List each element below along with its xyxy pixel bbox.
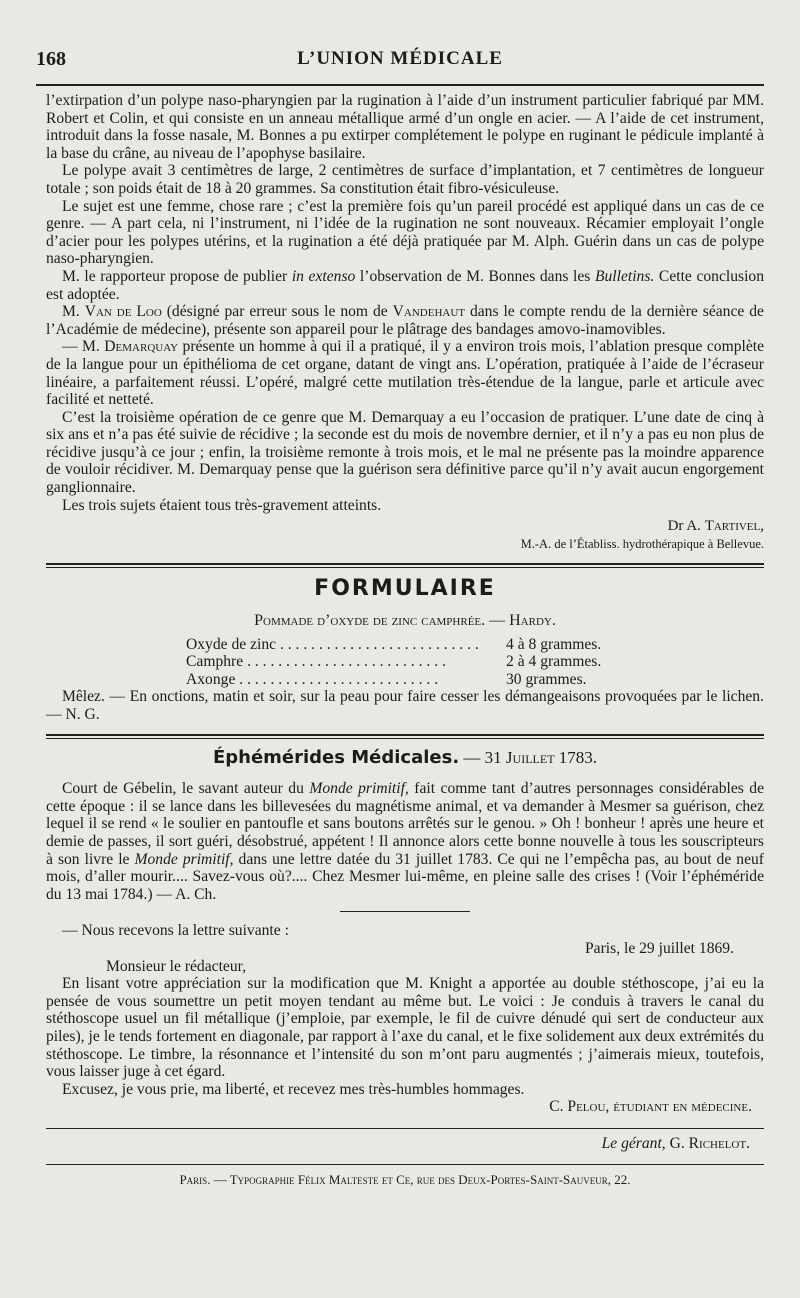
ephemerides-heading <box>46 746 764 768</box>
ingredient-row <box>186 653 646 671</box>
article-paragraph: l’extirpation d’un polype naso-pharyngien par la rugination à l’aide d’un instrument particulier fabriqué par MM. Robert et Colin, et qui consiste en un anneau métallique armé d’un ongle en acier. — A l’aide de cet instrument, introduit dans la fosse nasale, M. Bonnes a pu extirper complétement le polype en ruginant le pédicule implanté à la base du crâne, au niveau de l’apophyse basilaire. <box>46 92 764 162</box>
recipe-title: Pommade d’oxyde de zinc camphrée. — Hardy. <box>254 612 556 630</box>
article-paragraph: Le polype avait 3 centimètres de large, 2 centimètres de surface d’implantation, et 7 centimètres de longueur totale ; son poids était de 18 à 20 grammes. Sa constitution était fibro-vésiculeuse. <box>46 162 764 197</box>
text-run: Court de Gébelin, le savant auteur du <box>62 780 310 798</box>
footer-rule <box>46 1164 764 1165</box>
italic-text: Bulletins. <box>594 267 655 285</box>
signature-title: M.-A. de l’Établiss. hydrothérapique à Bellevue. <box>520 536 764 551</box>
ingredient-qty: 2 à 4 grammes. <box>498 653 646 671</box>
ephemerides-paragraph <box>46 780 764 903</box>
footer-rule <box>46 1128 764 1129</box>
text-run: — M. <box>62 338 105 356</box>
article-paragraph <box>46 303 764 338</box>
ephemerides-date: — 31 Juillet 1783. <box>463 747 598 767</box>
ingredient-list <box>186 636 646 689</box>
running-title: L’UNION MÉDICALE <box>297 48 503 69</box>
article-paragraph: Le sujet est une femme, chose rare ; c’est la première fois qu’un pareil procédé est appliqué dans un cas de ce genre. — A part cela, ni l’instrument, ni l’idée de la rugination ne sont nouveaux. Récamier employait l’ongle d’acier pour les polypes utérins, et la rugination a été déjà pratiquée par M. Alph. Guérin dans un cas de polype naso-pharyngien. <box>46 197 764 268</box>
letter-closing: Excusez, je vous prie, ma liberté, et recevez mes très-humbles hommages. <box>62 1080 525 1098</box>
letter-signature: C. Pelou, étudiant en médecine. <box>549 1098 752 1116</box>
smallcaps-name: Van de Loo <box>84 303 162 321</box>
ingredient-row <box>186 671 646 689</box>
text-run: dans le compte rendu de la dernière séance de l’Académie de médecine), présente son appareil pour le plâtrage des bandages amovo-inamovibles. <box>46 303 764 338</box>
recipe-instructions: Mêlez. — En onctions, matin et soir, sur la peau pour faire cesser les démangeaisons provoquées par le lichen. — N. G. <box>46 688 764 723</box>
text-run: (désigné par erreur sous le nom de <box>161 303 393 321</box>
text-run: Dr A. <box>667 518 705 535</box>
section-heading: FORMULAIRE <box>314 576 496 602</box>
article-signature <box>46 518 764 553</box>
italic-text: in extenso <box>291 267 356 285</box>
main-text <box>46 92 764 1189</box>
signature-name <box>46 518 764 536</box>
gerant-line <box>46 1135 764 1153</box>
italic-text: Monde primitif, <box>134 850 234 868</box>
gerant-label: Le gérant, <box>601 1134 666 1152</box>
smallcaps-name: Vandehaut <box>392 303 466 321</box>
italic-text: Monde primitif, <box>309 780 409 798</box>
text-run: fait comme tant d’autres personnages considérables de cette époque : il se lance dans les billevesées du magnétisme animal, et va demander à Mesmer sa guérison, chez lequel il se rend « le soulier en pantoufle et sans boutons arrêtés sur le genou. » Oh ! bonheur ! après une heure et demie de passes, il sort guéri, désobstrué, appétent ! Il annonce alors cette bonne nouvelle à tous les souscripteurs à son livre le <box>46 780 764 868</box>
letter-salutation: Monsieur le rédacteur, <box>106 957 247 975</box>
text-run: dans une lettre datée du 31 juillet 1783. Ce qui ne l’empêcha pas, au bout de neuf mois, d’aller mourir.... Savez-vous où?.... Chez Mesmer lui-même, en pleine salle des crises ! (Voir l’éphéméride du 13 mai 1784.) — A. Ch. <box>46 850 764 903</box>
ingredient-qty: 30 grammes. <box>498 671 646 689</box>
letter-date: Paris, le 29 juillet 1869. <box>585 939 734 957</box>
text-run: M. le rapporteur propose de publier <box>62 267 292 285</box>
page-number: 168 <box>36 48 66 70</box>
short-rule <box>340 911 470 912</box>
page-header <box>36 48 764 76</box>
article-paragraph: C’est la troisième opération de ce genre que M. Demarquay a eu l’occasion de pratiquer. L’une date de cinq à six ans et n’a pas été suivie de récidive ; la seconde est du mois de novembre dernier, et il n’y a pas eu non plus de récidive jusqu’à ce jour ; enfin, la troisième remonte à trois mois, et le mal ne présente pas la moindre apparence de vouloir récidiver. M. Demarquay pense que la guérison sera définitive parce qu’il n’y avait aucun engorgement ganglionnaire. <box>46 408 764 497</box>
printer-imprint: Paris. — Typographie Félix Malteste et Ce, rue des Deux-Portes-Saint-Sauveur, 22. <box>179 1172 631 1188</box>
article-paragraph <box>46 338 764 408</box>
header-rule <box>36 84 764 86</box>
text-run: Cette conclusion est adoptée. <box>46 267 764 303</box>
smallcaps-name: Demarquay <box>104 338 179 356</box>
smallcaps-name: Tartivel, <box>704 518 764 535</box>
letter-intro: — Nous recevons la lettre suivante : <box>62 922 289 940</box>
ephemerides-title: Éphémérides Médicales. <box>212 746 460 768</box>
ingredient-qty: 4 à 8 grammes. <box>498 636 646 654</box>
ingredient-row <box>186 636 646 654</box>
ingredient-name: Axonge . . . <box>186 671 498 689</box>
letter-body: En lisant votre appréciation sur la modification que M. Knight a apportée au double stéthoscope, j’ai eu la pensée de vous soumettre un petit moyen tendant au même but. Le voici : Je conduis à travers le canal du stéthoscope usuel un fil métallique (j’emploie, par exemple, le fil de cuivre dénudé qui sert de conducteur aux piles), je le tends fortement en diagonale, par rapport à l’axe du canal, et le fixe solidement aux deux extrémités du stéthoscope. Le timbre, la résonnance et l’intensité du son m’ont paru augmentés ; j’aimerais mieux, toutefois, vous laisser juge à cet égard. <box>46 975 764 1081</box>
ingredient-name: Oxyde de zinc . . . <box>186 636 498 654</box>
article-paragraph: Les trois sujets étaient tous très-gravement atteints. <box>62 496 382 514</box>
text-run: l’observation de M. Bonnes dans les <box>355 267 595 285</box>
ingredient-name: Camphre . . . <box>186 653 498 671</box>
gerant-name: G. Richelot. <box>669 1134 750 1152</box>
section-rule <box>46 734 764 739</box>
article-paragraph <box>46 268 764 303</box>
text-run: M. <box>62 303 85 321</box>
section-rule <box>46 563 764 568</box>
text-run: présente un homme à qui il a pratiqué, il y a environ trois mois, l’ablation presque complète de la langue pour un épithélioma de cet organe, datant de vingt ans. L’opération, pratiquée à l’aide de l’écraseur linéaire, a parfaitement réussi. L’opéré, malgré cette mutilation très-étendue de la langue, parle et articule avec facilité et netteté. <box>46 338 764 409</box>
